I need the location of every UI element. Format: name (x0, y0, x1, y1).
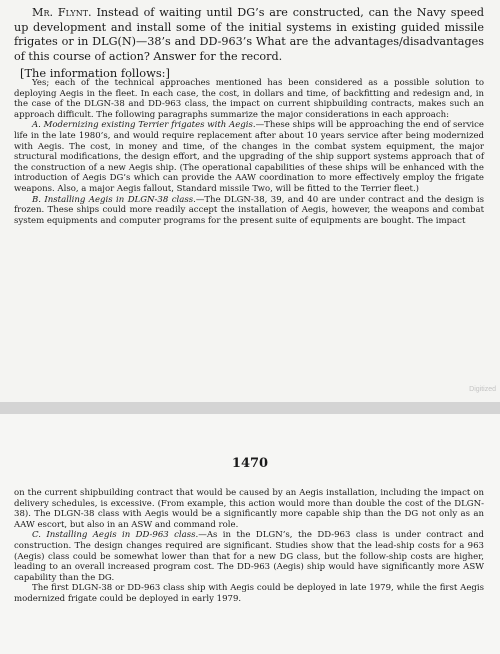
section-b-continued: on the current shipbuilding contract that would be caused by an Aegis installation, including the impact on delivery schedules, is excessive. (From example, this action would more than double the cost of the DLGN-38). The DLGN-38 class with Aegis would be a significantly more capable ship than the DG not only as an AAW escort, but also in an ASW and command role. (14, 488, 484, 530)
section-a-text: —These ships will be approaching the end of service life in the late 1980’s, and would require replacement after about 10 years service after being modernized with Aegis. The cost, in money and time, of the changes in the combat system equipment, the major structural modifications, the design effort, and the upgrading of the ship support systems approach that of the construction of a new Aegis ship. (The operational capabilities of these ships will be enhanced with the introduction of Aegis DG’s which can provide the AAW coordination to more effectively employ the frigate weapons. Also, a major Aegis fallout, Standard missile Two, will be fitted to the Terrier fleet.) (14, 120, 484, 194)
digitized-watermark: Digitized (469, 386, 496, 393)
answer-block-top (14, 78, 484, 226)
section-a (14, 120, 484, 194)
speaker-name: Mr. Flynt. (32, 6, 92, 19)
question-paragraph (14, 6, 484, 64)
page-gutter (0, 402, 500, 414)
section-c (14, 530, 484, 583)
closing-paragraph: The first DLGN-38 or DD-963 class ship with Aegis could be deployed in late 1979, while the first Aegis modernized frigate could be deployed in early 1979. (14, 583, 484, 604)
question-block (14, 6, 484, 83)
section-c-heading: C. Installing Aegis in DD-963 class. (32, 530, 199, 541)
answer-block-bottom (14, 488, 484, 605)
section-b-text-top: —The DLGN-38, 39, and 40 are under contract and the design is frozen. These ships could more readily accept the installation of Aegis, however, the weapons and combat system equipments and computer programs for the present suite of equipments are bought. The impact (14, 194, 484, 226)
answer-intro: Yes; each of the technical approaches mentioned has been considered as a possible solution to deploying Aegis in the fleet. In each case, the cost, in dollars and time, of backfitting and redesign and, in the case of the DLGN-38 and DD-963 class, the impact on current shipbuilding contracts, makes such an approach difficult. The following paragraphs summarize the major considerations in each approach: (14, 78, 484, 120)
section-b-start (14, 195, 484, 227)
page-number: 1470 (231, 456, 269, 471)
information-note: [The information follows:] (20, 66, 170, 81)
section-c-text: —As in the DLGN’s, the DD-963 class is under contract and construction. The design changes required are significant. Studies show that the lead-ship costs for a 963 (Aegis) class could be somewhat lower than that for a new DG class, but the follow-ship costs are higher, leading to an overall increased program cost. The DD-963 (Aegis) ship would have significantly more ASW capability than the DG. (14, 530, 484, 583)
question-text: Instead of waiting until DG’s are constructed, can the Navy speed up development and install some of the initial systems in existing guided missile frigates or in DLG(N)—38’s and DD-963’s What are the advantages/disadvantages of this course of action? Answer for the record. (14, 6, 485, 63)
section-b-heading: B. Installing Aegis in DLGN-38 class. (32, 194, 196, 205)
section-a-heading: A. Modernizing existing Terrier frigates with Aegis. (32, 120, 256, 131)
